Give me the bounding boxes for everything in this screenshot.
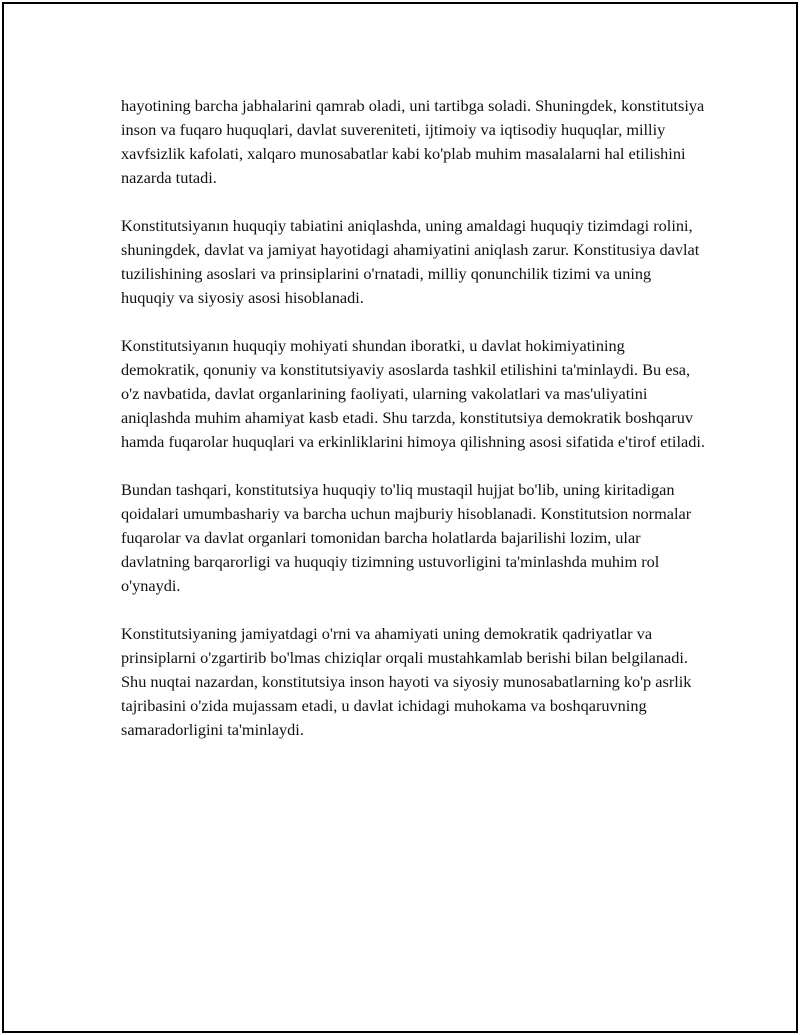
- paragraph-2: Konstitutsiyanın huquqiy tabiatini aniqlashda, uning amaldagi huquqiy tizimdagi rolini, shuningdek, davlat va jamiyat hayotidagi ahamiyatini aniqlash zarur. Konstitusiya davlat tuzilishining asoslari va prinsiplarini o'rnatadi, milliy qonunchilik tizimi va uning huquqiy va siyosiy asosi hisoblanadi.: [121, 216, 700, 307]
- paragraph-1: hayotining barcha jabhalarini qamrab oladi, uni tartibga soladi. Shuningdek, konstitutsiya inson va fuqaro huquqlari, davlat suvereniteti, ijtimoiy va iqtisodiy huquqlar, milliy xavfsizlik kafolati, xalqaro munosabatlar kabi ko'plab muhim masalalarni hal etilishini nazarda tutadi.: [121, 96, 705, 187]
- document-body: [121, 94, 706, 766]
- document-page: [2, 2, 798, 1033]
- paragraph-3: Konstitutsiyanın huquqiy mohiyati shundan iboratki, u davlat hokimiyatining demokratik, qonuniy va konstitutsiyaviy asoslarda tashkil etilishini ta'minlaydi. Bu esa, o'z navbatida, davlat organlarining faoliyati, ularning vakolatlari va mas'uliyatini aniqlashda muhim ahamiyat kasb etadi. Shu tarzda, konstitutsiya demokratik boshqaruv hamda fuqarolar huquqlari va erkinliklarini himoya qilishning asosi sifatida e'tirof etiladi.: [121, 336, 705, 451]
- paragraph-4: Bundan tashqari, konstitutsiya huquqiy to'liq mustaqil hujjat bo'lib, uning kiritadigan qoidalari umumbashariy va barcha uchun majburiy hisoblanadi. Konstitutsion normalar fuqarolar va davlat organlari tomonidan barcha holatlarda bajarilishi lozim, ular davlatning barqarorligi va huquqiy tizimning ustuvorligini ta'minlashda muhim rol o'ynaydi.: [121, 480, 692, 595]
- paragraph-5: Konstitutsiyaning jamiyatdagi o'rni va ahamiyati uning demokratik qadriyatlar va prinsiplarni o'zgartirib bo'lmas chiziqlar orqali mustahkamlab berishi bilan belgilanadi. Shu nuqtai nazardan, konstitutsiya inson hayoti va siyosiy munosabatlarning ko'p asrlik tajribasini o'zida mujassam etadi, u davlat ichidagi muhokama va boshqaruvning samaradorligini ta'minlaydi.: [121, 624, 692, 739]
